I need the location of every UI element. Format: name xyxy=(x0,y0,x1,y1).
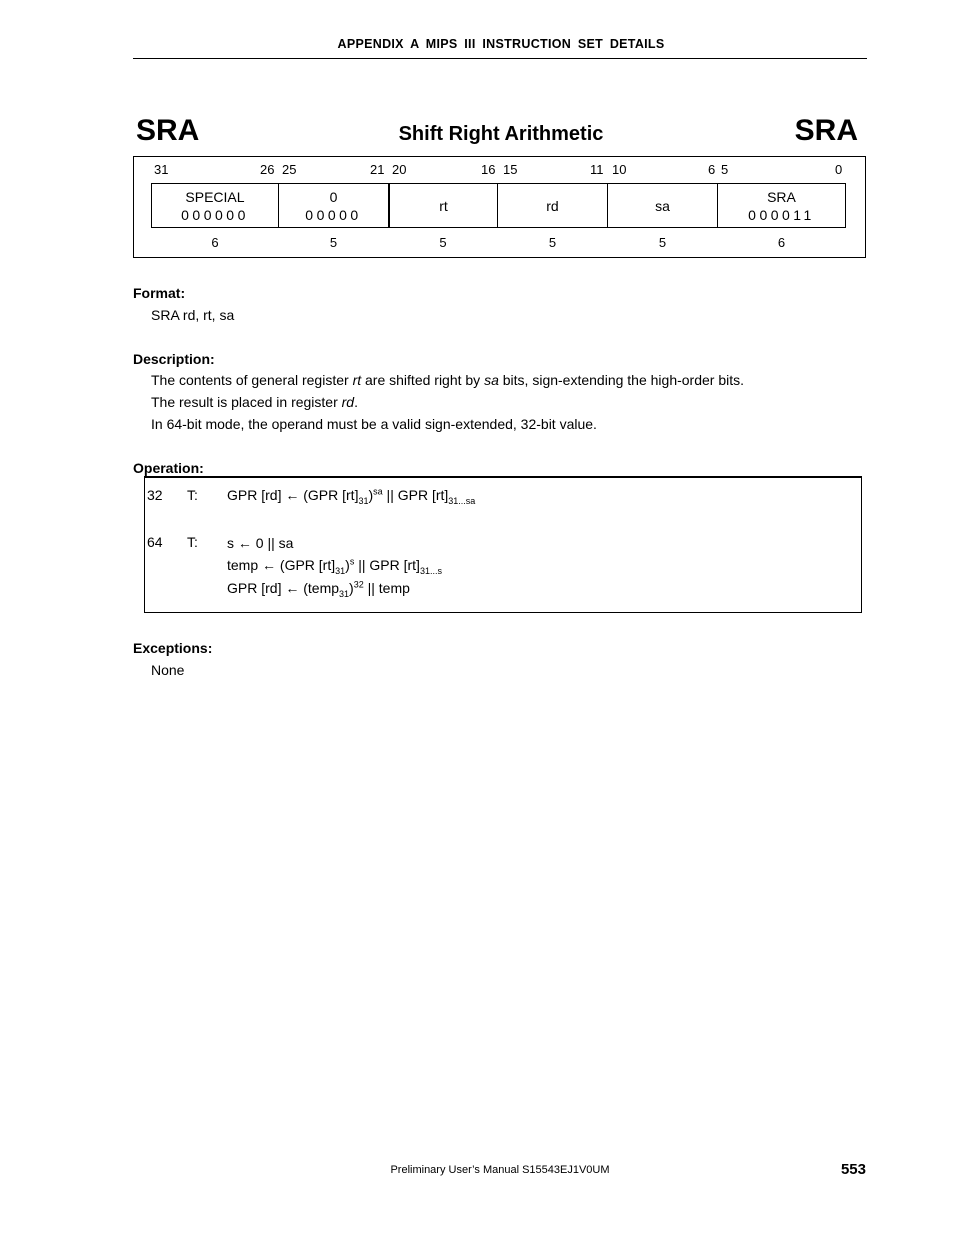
bit-label: 5 xyxy=(721,162,729,177)
field-name: rd xyxy=(546,197,559,214)
bit-label: 10 xyxy=(612,162,627,177)
format-heading: Format: xyxy=(133,285,186,301)
description-line-1: The contents of general register rt are shifted right by sa bits, sign-extending the high-order bits. xyxy=(151,372,745,388)
operation-line-2: s ← 0 || sa xyxy=(227,535,294,551)
field-function xyxy=(717,183,846,228)
field-width: 6 xyxy=(211,235,219,250)
header-rule xyxy=(133,58,867,59)
field-name: rt xyxy=(439,197,448,214)
field-width: 6 xyxy=(777,235,786,250)
exceptions-text: None xyxy=(151,662,185,678)
description-line-3: In 64-bit mode, the operand must be a valid sign-extended, 32-bit value. xyxy=(151,416,597,432)
bit-label: 26 xyxy=(260,162,275,177)
field-width: 5 xyxy=(548,235,557,250)
field-name: SPECIAL xyxy=(185,188,245,205)
operation-line-3: temp ← (GPR $[rt]_{31})^s$ || GPR $[rt]_{31...s}$ xyxy=(227,556,442,576)
format-text: SRA rd, rt, sa xyxy=(151,307,235,323)
bit-label: 31 xyxy=(154,162,169,177)
field-width: 5 xyxy=(658,235,667,250)
field-code: 000011 xyxy=(748,206,815,223)
operation-mode-32: 32 xyxy=(147,487,163,503)
exceptions-heading: Exceptions: xyxy=(133,640,213,656)
mnemonic-left: SRA xyxy=(136,114,200,147)
bit-label: 11 xyxy=(590,162,604,177)
field-sa xyxy=(607,183,718,228)
field-code: 000000 xyxy=(181,206,249,223)
footer-manual: Preliminary User’s Manual S15543EJ1V0UM xyxy=(390,1164,610,1176)
bit-label: 0 xyxy=(835,162,843,177)
page-number: 553 xyxy=(840,1161,866,1178)
bit-label: 6 xyxy=(708,162,716,177)
field-name: sa xyxy=(655,197,670,214)
field-width: 5 xyxy=(329,235,338,250)
operation-mode-64: 64 xyxy=(147,534,163,550)
field-width: 5 xyxy=(439,235,447,250)
bit-label: 21 xyxy=(370,162,385,177)
page-header: APPENDIX A MIPS III INSTRUCTION SET DETAILS xyxy=(337,37,665,51)
instruction-name: Shift Right Arithmetic xyxy=(398,123,604,145)
field-rd xyxy=(497,183,608,228)
operation-line-4: GPR [rd] ← (temp$_{31}$)$^{32}$ || temp xyxy=(227,579,410,599)
bit-label: 20 xyxy=(392,162,407,177)
description-line-2: The result is placed in register rd. xyxy=(151,394,358,410)
field-rt xyxy=(388,183,498,228)
field-special xyxy=(151,183,279,228)
description-heading: Description: xyxy=(133,351,215,367)
field-name: SRA xyxy=(767,188,796,205)
operation-timing-32: T: xyxy=(187,487,198,503)
field-zero xyxy=(278,183,389,228)
mnemonic-right: SRA xyxy=(794,114,858,147)
operation-line-1: GPR [rd] ← (GPR $[rt]_{31})^{sa}$ || GPR $[rt]_{31...sa}$ xyxy=(227,486,476,506)
operation-timing-64: T: xyxy=(187,534,198,550)
operation-heading: Operation: xyxy=(133,460,204,476)
bit-label: 16 xyxy=(481,162,496,177)
bit-label: 25 xyxy=(282,162,297,177)
field-name: 0 xyxy=(329,188,338,205)
field-code: 00000 xyxy=(305,206,362,223)
bit-label: 15 xyxy=(503,162,518,177)
